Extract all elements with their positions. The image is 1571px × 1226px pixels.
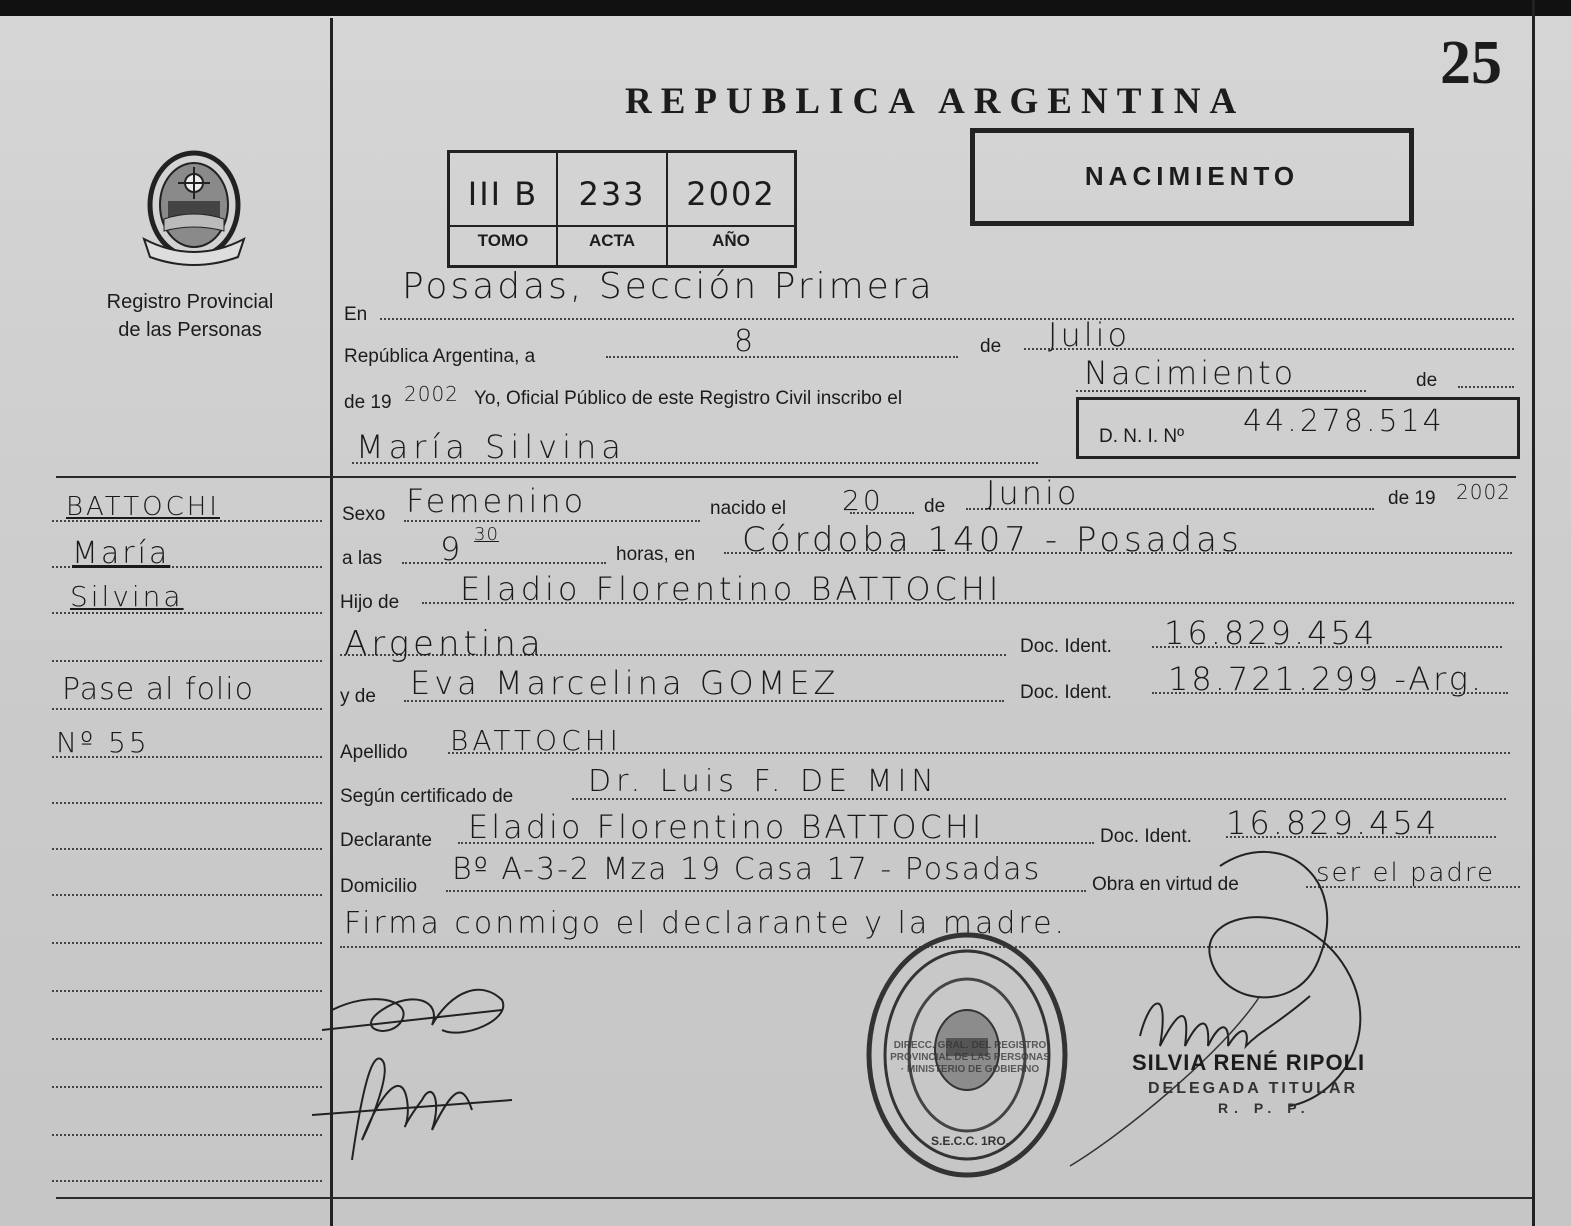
father-doc-label: Doc. Ident. bbox=[1020, 636, 1112, 657]
hijo-label: Hijo de bbox=[340, 592, 400, 613]
child-first-names: María Silvina bbox=[356, 428, 626, 466]
registration-year: 2002 bbox=[404, 382, 459, 406]
de19-label-2: de 19 bbox=[1388, 488, 1436, 509]
margin-pase-al-folio: Pase al folio bbox=[62, 672, 254, 707]
inscription-type: Nacimiento bbox=[1084, 354, 1297, 392]
alas-label: a las bbox=[342, 548, 383, 569]
officer-org: R. P. P. bbox=[1218, 1100, 1311, 1116]
margin-surname: BATTOCHI bbox=[66, 492, 220, 522]
birth-hour: 9 bbox=[440, 530, 464, 568]
father-nationality: Argentina bbox=[344, 624, 545, 664]
mother-name: Eva Marcelina GOMEZ bbox=[410, 664, 840, 702]
mother-doc-number: 18.721.299 -Arg. bbox=[1168, 660, 1485, 698]
scan-top-border bbox=[0, 0, 1571, 16]
record-type-box bbox=[970, 128, 1414, 226]
de-label-3: de bbox=[924, 496, 946, 517]
yde-label: y de bbox=[340, 686, 376, 707]
obra-value: ser el padre bbox=[1316, 858, 1496, 888]
declarant-signatures-icon bbox=[312, 970, 532, 1170]
domicilio-value: Bº A-3-2 Mza 19 Casa 17 - Posadas bbox=[452, 852, 1042, 887]
tomo-value: III B bbox=[467, 175, 539, 213]
apellido-label: Apellido bbox=[340, 742, 408, 763]
officer-role: DELEGADA TITULAR bbox=[1148, 1080, 1359, 1097]
anio-cell bbox=[668, 153, 794, 265]
registration-month: Julio bbox=[1048, 316, 1131, 354]
tomo-label: TOMO bbox=[477, 231, 529, 250]
page-right-border bbox=[1532, 0, 1535, 1226]
sexo-value: Femenino bbox=[406, 482, 587, 520]
firma-statement: Firma conmigo el declarante y la madre. bbox=[344, 906, 1068, 941]
declarante-label: Declarante bbox=[340, 830, 432, 851]
birth-year: 2002 bbox=[1456, 480, 1511, 504]
stamp-text: DIRECC. GRAL. DEL REGISTRO PROVINCIAL DE LAS PERSONAS · MINISTERIO DE GOBIERNO bbox=[890, 1040, 1050, 1075]
tomo-cell bbox=[450, 153, 558, 265]
birth-day: 20 bbox=[842, 484, 884, 517]
declarante-name: Eladio Florentino BATTOCHI bbox=[468, 808, 985, 846]
birth-month: Junio bbox=[986, 474, 1080, 512]
apellido-value: BATTOCHI bbox=[450, 724, 622, 757]
de-label-1: de bbox=[980, 336, 1002, 357]
margin-name-1: María bbox=[72, 536, 171, 571]
nacido-label: nacido el bbox=[710, 498, 787, 519]
registry-name bbox=[60, 288, 320, 344]
page-number: 25 bbox=[1440, 29, 1502, 97]
registry-line-2: de las Personas bbox=[118, 319, 262, 341]
father-name: Eladio Florentino BATTOCHI bbox=[460, 570, 1003, 608]
declarante-doc-label: Doc. Ident. bbox=[1100, 826, 1192, 847]
registration-day: 8 bbox=[734, 324, 757, 359]
de19-label: de 19 bbox=[344, 392, 392, 413]
oficial-statement: Yo, Oficial Público de este Registro Civil inscribo el bbox=[474, 388, 903, 409]
dni-box bbox=[1076, 397, 1520, 459]
registry-line-1: Registro Provincial bbox=[106, 291, 274, 313]
place-of-registration: Posadas, Sección Primera bbox=[402, 266, 935, 307]
segun-label: Según certificado de bbox=[340, 786, 514, 807]
province-seal-icon bbox=[138, 147, 250, 269]
dni-number: 44.278.514 bbox=[1243, 404, 1445, 439]
acta-label: ACTA bbox=[589, 231, 635, 250]
footer-separator bbox=[56, 1197, 1532, 1199]
obra-label: Obra en virtud de bbox=[1092, 874, 1239, 895]
de-label-2: de bbox=[1416, 370, 1438, 391]
domicilio-label: Domicilio bbox=[340, 876, 418, 897]
acta-value: 233 bbox=[578, 175, 646, 213]
dni-label: D. N. I. Nº bbox=[1099, 426, 1185, 447]
margin-folio-number: Nº 55 bbox=[56, 726, 150, 759]
margin-name-2: Silvina bbox=[70, 580, 184, 613]
birth-minutes: 30 bbox=[474, 524, 499, 545]
acta-cell bbox=[558, 153, 668, 265]
document-title: REPUBLICA ARGENTINA bbox=[625, 81, 1246, 122]
declarante-doc-number: 16.829.454 bbox=[1226, 804, 1440, 842]
header-separator bbox=[56, 476, 1516, 478]
record-id-box bbox=[447, 150, 797, 268]
anio-value: 2002 bbox=[686, 175, 776, 213]
horas-label: horas, en bbox=[616, 544, 696, 565]
republica-label: República Argentina, a bbox=[344, 346, 536, 367]
officer-name: SILVIA RENÉ RIPOLI bbox=[1132, 1050, 1366, 1075]
sexo-label: Sexo bbox=[342, 504, 386, 525]
father-doc-number: 16.829.454 bbox=[1164, 614, 1378, 652]
stamp-bottom-text: S.E.C.C. 1RO. bbox=[930, 1134, 1010, 1148]
anio-label: AÑO bbox=[712, 231, 750, 250]
officer-signature-icon bbox=[1060, 836, 1400, 1196]
record-type: NACIMIENTO bbox=[1084, 161, 1300, 191]
en-label: En bbox=[344, 304, 368, 325]
mother-doc-label: Doc. Ident. bbox=[1020, 682, 1112, 703]
certifying-doctor: Dr. Luis F. DE MIN bbox=[588, 764, 939, 799]
birth-place: Córdoba 1407 - Posadas bbox=[742, 520, 1243, 560]
